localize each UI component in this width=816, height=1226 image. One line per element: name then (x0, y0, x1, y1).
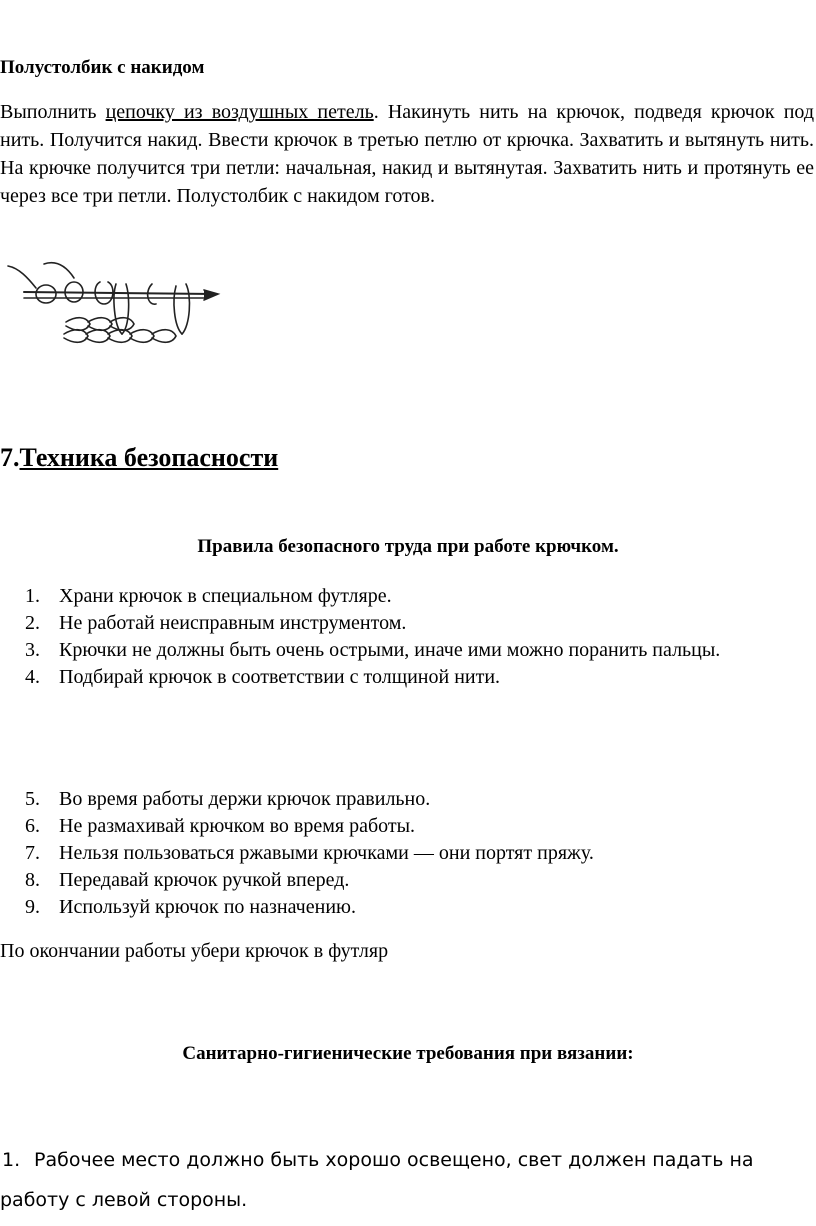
list-item-number: 9. (25, 896, 40, 918)
hook-arrow (204, 290, 218, 300)
section-title-text: Техника безопасности (19, 443, 279, 472)
list-item-text: Не работай неисправным инструментом. (59, 612, 407, 634)
list-item-number: 6. (25, 815, 40, 837)
list-item-number: 7. (25, 842, 40, 864)
list-item (0, 867, 816, 894)
list-item (0, 840, 816, 867)
list-item (0, 786, 816, 813)
list-item-text: Не размахивай крючком во время работы. (59, 815, 416, 837)
hook-shaft (24, 292, 214, 294)
safety-rules-heading: Правила безопасного труда при работе крючком. (197, 536, 619, 557)
section-number: 7. (0, 443, 20, 472)
list-item (0, 583, 816, 610)
list-item-number: 1. (2, 1149, 21, 1171)
list-item (0, 610, 816, 637)
list-item-text: Во время работы держи крючок правильно. (59, 788, 431, 810)
list-item-text: Нельзя пользоваться ржавыми крючками — они портят пряжу. (59, 842, 594, 864)
list-item-text: Передавай крючок ручкой вперед. (59, 869, 350, 891)
list-item (0, 664, 816, 691)
safety-rules-list-2 (0, 786, 816, 921)
list-item (0, 813, 816, 840)
list-item-text: Храни крючок в специальном футляре. (59, 585, 392, 607)
yarn-strand (8, 266, 36, 288)
safety-rules-list-1 (0, 583, 816, 691)
description-before: Выполнить (0, 101, 106, 123)
list-item-number: 3. (25, 639, 40, 661)
list-item-number: 8. (25, 869, 40, 891)
list-item-number: 5. (25, 788, 40, 810)
safety-closing-note: По окончании работы убери крючок в футляр (0, 940, 389, 962)
list-item-text: Крючки не должны быть очень острыми, иначе ими можно поранить пальцы. (59, 639, 721, 661)
sanitary-list-item (0, 1140, 816, 1220)
list-item-text: Используй крючок по назначению. (59, 896, 356, 918)
list-item-number: 4. (25, 666, 40, 688)
crochet-stitch-illustration (4, 256, 234, 366)
list-item-number: 2. (25, 612, 40, 634)
sanitary-heading: Санитарно-гигиенические требования при вязании: (182, 1043, 634, 1064)
list-item-text: Рабочее место должно быть хорошо освещено, свет должен падать на работу с левой стороны. (0, 1149, 754, 1211)
list-item-number: 1. (25, 585, 40, 607)
chain-stitch-link[interactable]: цепочку из воздушных петель (105, 101, 374, 123)
list-item (0, 637, 816, 664)
technique-description (0, 98, 814, 210)
technique-title: Полустолбик с накидом (0, 57, 205, 78)
list-item-text: Подбирай крючок в соответствии с толщиной нити. (59, 666, 501, 688)
description-after: . Накинуть нить на крючок, подведя крючок под нить. Получится накид. Ввести крючок в третью петлю от крючка. Захватить и вытянуть нить. На крючке получится три петли: начальная, накид и вытянутая. Захватить нить и протянуть ее через все три петли. Полустолбик с накидом готов. (0, 101, 814, 207)
section-title (0, 443, 278, 473)
list-item (0, 894, 816, 921)
